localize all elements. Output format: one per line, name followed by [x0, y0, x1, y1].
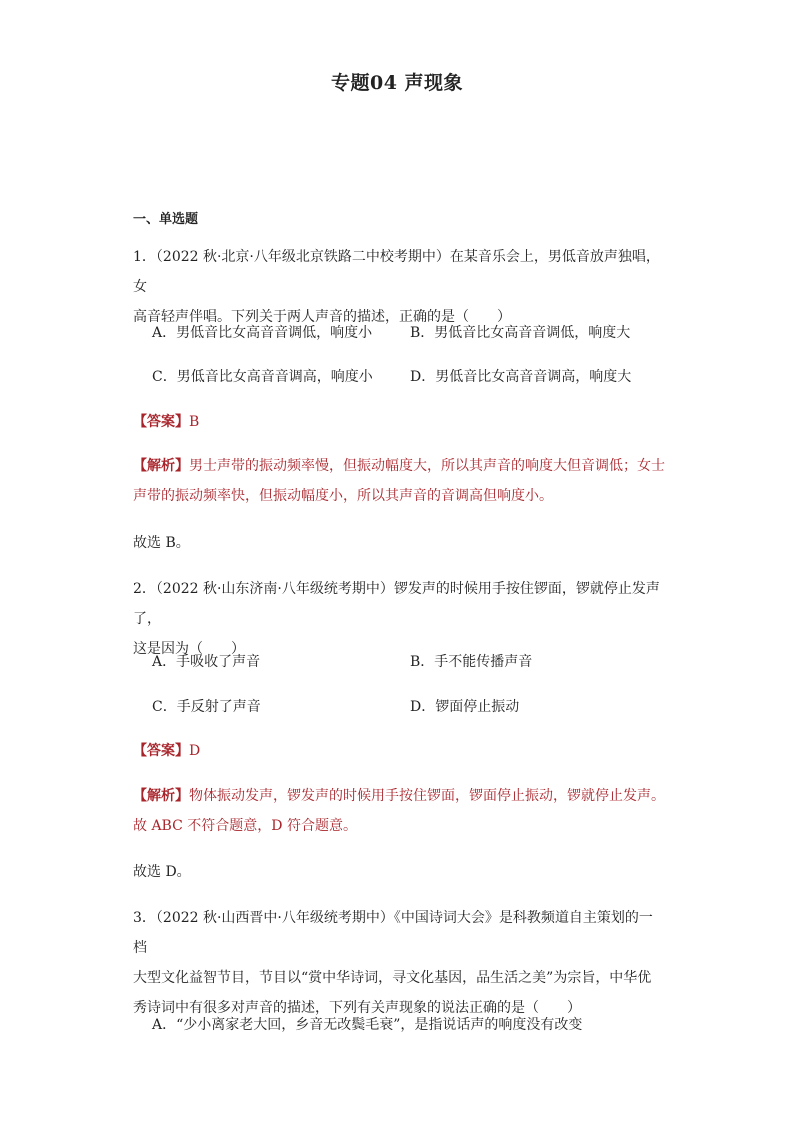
explanation-tag: 【解析】: [133, 788, 189, 804]
answer-value: D: [189, 743, 201, 759]
question-3-stem-line: 大型文化益智节目，节目以“赏中华诗词，寻文化基因，品生活之美”为宗旨，中华优: [133, 970, 652, 986]
explanation-text: 物体振动发声，锣发声的时候用手按住锣面，锣面停止振动，锣就停止发声。: [189, 788, 665, 804]
question-1-option-b: B．男低音比女高音音调低，响度大: [410, 325, 631, 341]
explanation-line: 故 ABC 不符合题意，D 符合题意。: [133, 818, 357, 834]
question-2-conclusion: 故选 D。: [133, 864, 191, 880]
question-3-stem-line: 3．（2022 秋·山西晋中·八年级统考期中）《中国诗词大会》是科教频道自主策划的一档: [133, 910, 653, 956]
explanation-line: 声带的振动频率快，但振动幅度小，所以其声音的音调高但响度小。: [133, 488, 553, 504]
question-2-option-d: D．锣面停止振动: [410, 699, 520, 715]
question-3-option-a: A．“少小离家老大回，乡音无改鬓毛衰”，是指说话声的响度没有改变: [152, 1017, 583, 1033]
answer-value: B: [189, 414, 200, 430]
explanation-text: 男士声带的振动频率慢，但振动幅度大，所以其声音的响度大但音调低；女士: [189, 458, 665, 474]
question-3-stem-line: 秀诗词中有很多对声音的描述，下列有关声现象的说法正确的是（ ）: [133, 1000, 581, 1016]
explanation-line: [133, 781, 673, 811]
question-1-option-c: C．男低音比女高音音调高，响度小: [152, 369, 373, 385]
question-1-option-d: D．男低音比女高音音调高，响度大: [410, 369, 632, 385]
question-2-option-a: A．手吸收了声音: [152, 654, 261, 670]
question-1-conclusion: 故选 B。: [133, 535, 190, 551]
explanation-line: [133, 451, 673, 481]
answer-tag: 【答案】: [133, 743, 189, 759]
question-1-answer: [133, 412, 199, 432]
question-2-explanation: [133, 781, 673, 841]
question-2-stem-line: 2．（2022 秋·山东济南·八年级统考期中）锣发声的时候用手按住锣面，锣就停止发声了，: [133, 581, 660, 627]
answer-tag: 【答案】: [133, 414, 189, 430]
question-2-stem-line: 这是因为（ ）: [133, 641, 245, 657]
question-1-stem-line: 1．（2022 秋·北京·八年级北京铁路二中校考期中）在某音乐会上，男低音放声独唱，女: [133, 249, 660, 295]
question-1-stem: [133, 242, 663, 332]
question-1-stem-line: 高音轻声伴唱。下列关于两人声音的描述，正确的是（ ）: [133, 309, 511, 325]
question-3-stem: [133, 903, 663, 1023]
question-2-option-c: C．手反射了声音: [152, 699, 261, 715]
question-2-answer: [133, 741, 200, 761]
page-title: 专题04 声现象: [330, 72, 464, 94]
question-2-option-b: B．手不能传播声音: [410, 654, 533, 670]
question-2-stem: [133, 574, 663, 664]
explanation-tag: 【解析】: [133, 458, 189, 474]
section-heading: 一、单选题: [133, 212, 199, 227]
question-1-explanation: [133, 451, 673, 511]
question-1-option-a: A．男低音比女高音音调低，响度小: [152, 325, 373, 341]
